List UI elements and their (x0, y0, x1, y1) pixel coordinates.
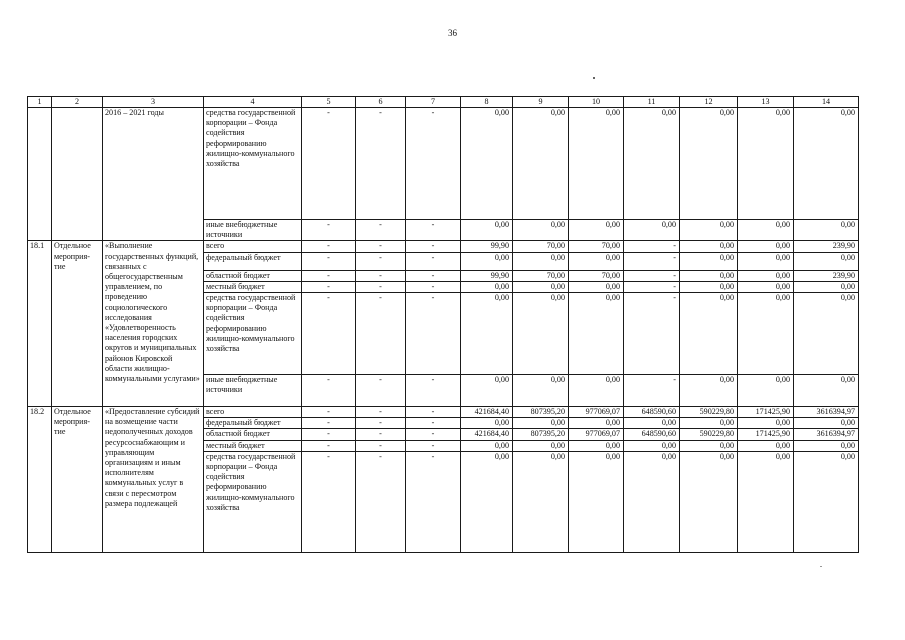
value-cell: 0,00 (513, 108, 569, 220)
value-cell: 0,00 (738, 220, 794, 241)
value-cell: - (302, 407, 356, 418)
funding-source: иные внебюджетные источники (204, 220, 302, 241)
header-cell: 8 (461, 97, 513, 108)
value-cell: 0,00 (680, 252, 738, 270)
value-cell: 0,00 (569, 440, 624, 451)
value-cell: 0,00 (680, 270, 738, 281)
value-cell: - (406, 440, 461, 451)
value-cell: 421684,40 (461, 407, 513, 418)
value-cell: 807395,20 (513, 429, 569, 440)
value-cell: 977069,07 (569, 429, 624, 440)
value-cell: 0,00 (461, 451, 513, 552)
value-cell: 0,00 (513, 451, 569, 552)
value-cell: 0,00 (794, 418, 859, 429)
value-cell: 421684,40 (461, 429, 513, 440)
funding-source: иные внебюджетные источники (204, 375, 302, 407)
value-cell: 0,00 (569, 220, 624, 241)
header-cell: 4 (204, 97, 302, 108)
value-cell: - (624, 375, 680, 407)
value-cell: 0,00 (738, 281, 794, 292)
value-cell: 171425,90 (738, 407, 794, 418)
value-cell: 648590,60 (624, 429, 680, 440)
empty-cell (52, 108, 103, 241)
value-cell: 0,00 (738, 293, 794, 375)
funding-source: местный бюджет (204, 440, 302, 451)
value-cell: 0,00 (680, 220, 738, 241)
value-cell: - (302, 108, 356, 220)
value-cell: 590229,80 (680, 429, 738, 440)
budget-table (27, 96, 859, 553)
item-name: «Выполнение государственных функций, связанных с общегосударственным управлением, по проведению социологического исследования «Удовлетворенность населения городских округов и муниципальных районов Кировской области жилищно-коммунальными услугами» (103, 241, 204, 407)
value-cell: 0,00 (680, 440, 738, 451)
value-cell: 0,00 (461, 252, 513, 270)
value-cell: 0,00 (794, 451, 859, 552)
value-cell: 0,00 (738, 375, 794, 407)
value-cell: 0,00 (569, 281, 624, 292)
value-cell: 0,00 (794, 375, 859, 407)
value-cell: 0,00 (569, 252, 624, 270)
funding-source: областной бюджет (204, 270, 302, 281)
header-cell: 10 (569, 97, 624, 108)
value-cell: - (356, 418, 406, 429)
header-cell: 11 (624, 97, 680, 108)
value-cell: - (624, 270, 680, 281)
value-cell: - (302, 220, 356, 241)
value-cell: - (406, 220, 461, 241)
funding-source: местный бюджет (204, 281, 302, 292)
value-cell: 0,00 (461, 293, 513, 375)
value-cell: 0,00 (738, 252, 794, 270)
value-cell: 0,00 (624, 220, 680, 241)
header-cell: 13 (738, 97, 794, 108)
value-cell: 0,00 (461, 440, 513, 451)
funding-source: федеральный бюджет (204, 252, 302, 270)
value-cell: - (406, 451, 461, 552)
value-cell: 0,00 (794, 220, 859, 241)
value-cell: - (624, 252, 680, 270)
header-cell: 2 (52, 97, 103, 108)
value-cell: - (356, 451, 406, 552)
value-cell: 0,00 (738, 241, 794, 252)
value-cell: 99,90 (461, 270, 513, 281)
value-cell: 0,00 (794, 252, 859, 270)
value-cell: 977069,07 (569, 407, 624, 418)
table-row (28, 407, 859, 418)
value-cell: - (356, 375, 406, 407)
header-cell: 3 (103, 97, 204, 108)
value-cell: - (356, 281, 406, 292)
value-cell: - (356, 220, 406, 241)
value-cell: 70,00 (569, 270, 624, 281)
item-type: Отдельное мероприя-тие (52, 407, 103, 553)
item-period: 2016 – 2021 годы (103, 108, 204, 241)
value-cell: 0,00 (461, 418, 513, 429)
value-cell: 70,00 (569, 241, 624, 252)
value-cell: - (406, 407, 461, 418)
value-cell: - (302, 429, 356, 440)
value-cell: - (356, 293, 406, 375)
value-cell: - (302, 293, 356, 375)
item-name: «Предоставление субсидий на возмещение части недополученных доходов ресурсоснабжающим и управляющим организациям и иным исполнителям коммунальных услуг в связи с пересмотром размера подлежащей (103, 407, 204, 553)
funding-source: всего (204, 241, 302, 252)
value-cell: - (356, 270, 406, 281)
scan-dot (593, 77, 595, 79)
scan-mark (820, 566, 822, 567)
value-cell: 0,00 (738, 108, 794, 220)
value-cell: - (302, 418, 356, 429)
value-cell: 0,00 (794, 293, 859, 375)
value-cell: 0,00 (794, 108, 859, 220)
value-cell: 0,00 (680, 375, 738, 407)
value-cell: 0,00 (738, 270, 794, 281)
value-cell: 0,00 (624, 418, 680, 429)
value-cell: 0,00 (624, 451, 680, 552)
value-cell: - (356, 440, 406, 451)
value-cell: 3616394,97 (794, 429, 859, 440)
value-cell: 0,00 (680, 108, 738, 220)
value-cell: 0,00 (624, 440, 680, 451)
value-cell: 0,00 (738, 440, 794, 451)
value-cell: 0,00 (569, 375, 624, 407)
value-cell: 0,00 (680, 418, 738, 429)
value-cell: 0,00 (624, 108, 680, 220)
value-cell: - (302, 241, 356, 252)
value-cell: - (302, 375, 356, 407)
value-cell: 0,00 (680, 293, 738, 375)
value-cell: - (624, 293, 680, 375)
value-cell: 0,00 (738, 451, 794, 552)
value-cell: - (302, 281, 356, 292)
value-cell: 0,00 (569, 293, 624, 375)
value-cell: - (406, 418, 461, 429)
value-cell: 0,00 (513, 418, 569, 429)
value-cell: 0,00 (513, 375, 569, 407)
value-cell: 0,00 (513, 220, 569, 241)
item-number: 18.1 (28, 241, 52, 407)
item-number: 18.2 (28, 407, 52, 553)
funding-source: средства государственной корпорации – Фонда содействия реформированию жилищно-коммунального хозяйства (204, 108, 302, 220)
value-cell: - (406, 429, 461, 440)
value-cell: 0,00 (461, 220, 513, 241)
value-cell: 239,90 (794, 270, 859, 281)
value-cell: - (406, 252, 461, 270)
value-cell: 807395,20 (513, 407, 569, 418)
table-row (28, 241, 859, 252)
header-cell: 1 (28, 97, 52, 108)
value-cell: 99,90 (461, 241, 513, 252)
header-cell: 5 (302, 97, 356, 108)
value-cell: - (624, 241, 680, 252)
value-cell: - (302, 451, 356, 552)
funding-source: федеральный бюджет (204, 418, 302, 429)
value-cell: 70,00 (513, 270, 569, 281)
value-cell: 0,00 (738, 418, 794, 429)
value-cell: - (302, 440, 356, 451)
funding-source: средства государственной корпорации – Фонда содействия реформированию жилищно-коммунального хозяйства (204, 451, 302, 552)
value-cell: 0,00 (461, 108, 513, 220)
value-cell: - (624, 281, 680, 292)
value-cell: - (406, 270, 461, 281)
value-cell: - (406, 281, 461, 292)
value-cell: 0,00 (513, 252, 569, 270)
header-cell: 12 (680, 97, 738, 108)
item-type: Отдельное мероприя-тие (52, 241, 103, 407)
value-cell: 3616394,97 (794, 407, 859, 418)
value-cell: 0,00 (794, 281, 859, 292)
value-cell: 0,00 (513, 281, 569, 292)
value-cell: - (406, 108, 461, 220)
value-cell: 590229,80 (680, 407, 738, 418)
header-cell: 7 (406, 97, 461, 108)
header-row (28, 97, 859, 108)
funding-source: областной бюджет (204, 429, 302, 440)
value-cell: 0,00 (461, 375, 513, 407)
value-cell: - (356, 429, 406, 440)
value-cell: - (356, 108, 406, 220)
value-cell: 0,00 (569, 418, 624, 429)
value-cell: 0,00 (680, 281, 738, 292)
value-cell: 0,00 (680, 241, 738, 252)
value-cell: - (406, 241, 461, 252)
value-cell: - (302, 252, 356, 270)
value-cell: 0,00 (569, 451, 624, 552)
value-cell: 0,00 (569, 108, 624, 220)
funding-source: средства государственной корпорации – Фонда содействия реформированию жилищно-коммунального хозяйства (204, 293, 302, 375)
value-cell: 239,90 (794, 241, 859, 252)
header-cell: 14 (794, 97, 859, 108)
value-cell: 0,00 (513, 293, 569, 375)
value-cell: - (356, 241, 406, 252)
page-number: 36 (448, 28, 457, 38)
value-cell: 0,00 (513, 440, 569, 451)
value-cell: - (406, 293, 461, 375)
value-cell: 171425,90 (738, 429, 794, 440)
value-cell: 70,00 (513, 241, 569, 252)
header-cell: 9 (513, 97, 569, 108)
value-cell: 0,00 (461, 281, 513, 292)
value-cell: - (406, 375, 461, 407)
value-cell: 0,00 (680, 451, 738, 552)
value-cell: 0,00 (794, 440, 859, 451)
value-cell: 648590,60 (624, 407, 680, 418)
table-row (28, 108, 859, 220)
value-cell: - (302, 270, 356, 281)
header-cell: 6 (356, 97, 406, 108)
value-cell: - (356, 407, 406, 418)
empty-cell (28, 108, 52, 241)
funding-source: всего (204, 407, 302, 418)
value-cell: - (356, 252, 406, 270)
